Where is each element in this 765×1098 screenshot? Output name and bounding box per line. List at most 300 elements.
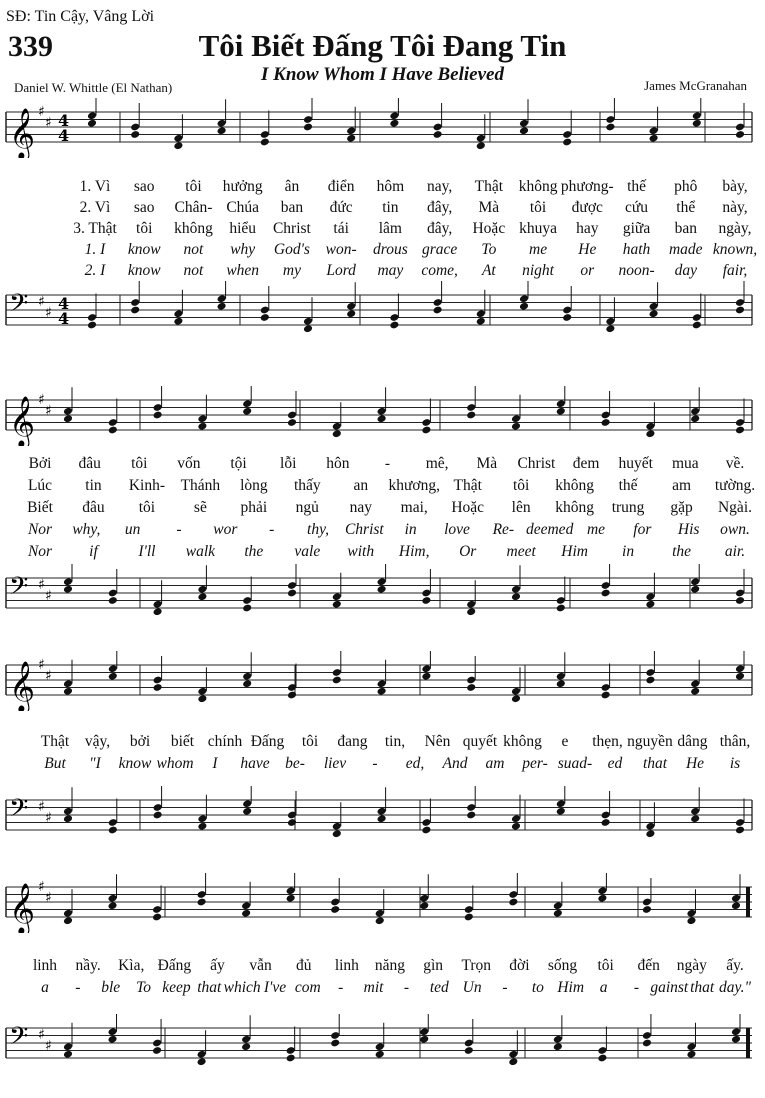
lyric-syllable: vậy,: [84, 733, 111, 750]
lyric-syllable: tôi: [131, 455, 148, 472]
lyric-line: [0, 477, 765, 499]
lyric-line: [0, 543, 765, 565]
lyric-syllable: the: [672, 543, 691, 560]
lyric-line: [0, 979, 765, 1001]
lyric-syllable: tôi: [136, 220, 153, 237]
note-head: [519, 126, 529, 135]
lyric-syllable: đời: [509, 957, 530, 974]
lyric-syllable: Nên: [424, 733, 451, 750]
lyric-syllable: He: [578, 241, 597, 258]
lyric-syllable: Chân-: [174, 199, 213, 216]
lyric-syllable: không: [174, 220, 213, 237]
lyric-syllable: tôi: [529, 199, 547, 216]
treble-clef-icon: 𝄞: [9, 108, 36, 158]
note-head: [152, 913, 162, 922]
note-head: [735, 426, 745, 435]
note-head: [108, 596, 118, 605]
lyric-syllable: Hoặc: [451, 499, 485, 516]
lyric-syllable: -: [633, 979, 640, 996]
note-head: [242, 679, 252, 688]
lyric-syllable: ed: [607, 755, 623, 772]
lyric-syllable: cứu: [625, 199, 649, 216]
note-head: [332, 676, 342, 685]
lyric-syllable: ted: [429, 979, 449, 996]
note-head: [645, 429, 655, 438]
lyric-syllable: hôm: [376, 178, 405, 195]
lyric-syllable: huyết: [618, 455, 653, 472]
lyric-syllable: tin: [85, 477, 102, 494]
sharp-icon: ♯: [45, 810, 52, 826]
lyric-syllable: ngày,: [718, 220, 752, 237]
lyric-syllable: linh: [334, 957, 359, 974]
treble-staff: [0, 386, 765, 446]
lyric-syllable: if: [89, 543, 98, 560]
note-head: [197, 898, 207, 907]
bass-staff: [0, 564, 765, 624]
lyric-line: [0, 957, 765, 979]
bass-staff: [0, 786, 765, 846]
lyric-syllable: own.: [720, 521, 750, 538]
note-head: [556, 807, 566, 816]
lyric-syllable: gặp: [670, 499, 693, 516]
note-head: [464, 913, 474, 922]
lyric-syllable: fair,: [722, 262, 748, 279]
sharp-icon: ♯: [38, 799, 45, 815]
bass-staff: [0, 281, 765, 341]
lyric-syllable: God's: [273, 241, 310, 258]
lyric-syllable: ân: [284, 178, 300, 195]
lyric-syllable: made: [668, 241, 703, 258]
hymn-subtitle: I Know Whom I Have Believed: [261, 64, 504, 85]
lyric-syllable: biết: [170, 733, 195, 750]
lyric-syllable: tội: [230, 455, 247, 472]
lyric-syllable: nguyền: [627, 733, 673, 750]
lyric-syllable: whom: [156, 755, 194, 772]
lyric-syllable: But: [44, 755, 66, 772]
lyric-syllable: điển: [327, 178, 355, 195]
lyric-syllable: đức: [329, 199, 353, 216]
bass-clef-icon: 𝄢: [9, 289, 29, 324]
lyric-syllable: Christ: [344, 521, 384, 538]
lyric-line: [0, 178, 765, 200]
note-head: [63, 585, 73, 594]
lyric-syllable: 1. Vì: [79, 178, 111, 195]
lyric-syllable: đem: [572, 455, 600, 472]
note-head: [389, 119, 399, 128]
lyric-syllable: ngủ: [295, 499, 319, 516]
lyric-syllable: To: [136, 979, 152, 996]
lyric-syllable: Christ: [272, 220, 311, 237]
lyric-syllable: Thật: [453, 477, 482, 494]
sharp-icon: ♯: [38, 392, 45, 408]
note-head: [242, 807, 252, 816]
lyric-syllable: e: [561, 733, 569, 750]
note-head: [377, 814, 387, 823]
lyric-syllable: liev: [323, 755, 347, 772]
lyric-syllable: me: [586, 521, 606, 538]
note-head: [562, 313, 572, 322]
lyric-syllable: được: [571, 199, 603, 216]
note-head: [375, 1050, 385, 1059]
lyric-syllable: known,: [712, 241, 758, 258]
note-head: [197, 422, 207, 431]
lyric-syllable: 2. Vì: [79, 199, 111, 216]
lyric-syllable: đủ: [296, 957, 312, 974]
lyric-syllable: không: [503, 733, 542, 750]
note-head: [511, 592, 521, 601]
lyric-syllable: when: [226, 262, 260, 279]
note-head: [332, 829, 342, 838]
sharp-icon: ♯: [38, 104, 45, 120]
lyric-syllable: mê,: [425, 455, 449, 472]
lyric-syllable: gainst: [650, 979, 689, 996]
lyric-syllable: I've: [263, 979, 287, 996]
note-head: [377, 585, 387, 594]
note-head: [330, 905, 340, 914]
lyric-syllable: a: [599, 979, 608, 996]
lyric-line: [0, 755, 765, 777]
note-head: [242, 604, 252, 613]
note-head: [690, 814, 700, 823]
lyricist: Daniel W. Whittle (El Nathan): [14, 80, 173, 95]
bass-clef-icon: 𝄢: [9, 572, 29, 607]
lyric-syllable: đâu: [82, 499, 105, 516]
lyric-syllable: Him: [561, 543, 588, 560]
lyric-syllable: gìn: [423, 957, 444, 974]
lyric-syllable: love: [444, 521, 470, 538]
lyric-syllable: And: [442, 755, 468, 772]
lyric-syllable: vốn: [177, 455, 201, 472]
note-head: [735, 596, 745, 605]
note-head: [217, 126, 227, 135]
note-head: [511, 694, 521, 703]
note-head: [735, 826, 745, 835]
note-head: [601, 589, 611, 598]
lyric-syllable: ấy.: [726, 957, 744, 974]
lyric-line: [0, 499, 765, 521]
lyric-line: [0, 455, 765, 477]
note-head: [649, 134, 659, 143]
note-head: [197, 694, 207, 703]
lyric-syllable: thy,: [307, 521, 329, 538]
note-head: [433, 130, 443, 139]
note-head: [346, 134, 356, 143]
lyric-syllable: vẫn: [249, 957, 272, 974]
note-head: [466, 411, 476, 420]
lyric-line: [0, 521, 765, 543]
lyric-syllable: lên: [511, 499, 531, 516]
note-head: [690, 585, 700, 594]
lyric-syllable: un: [124, 521, 141, 538]
bass-clef-icon: 𝄢: [9, 794, 29, 829]
lyric-syllable: that: [197, 979, 222, 996]
lyric-syllable: deemed: [525, 521, 574, 538]
note-head: [419, 1035, 429, 1044]
note-head: [645, 676, 655, 685]
lyric-syllable: khương,: [388, 477, 440, 494]
lyric-syllable: I: [212, 755, 218, 772]
lyric-syllable: không: [555, 477, 594, 494]
lyric-syllable: my: [282, 262, 301, 279]
note-head: [332, 429, 342, 438]
sharp-icon: ♯: [45, 890, 52, 906]
lyric-syllable: thể: [676, 199, 696, 216]
lyric-syllable: Lúc: [27, 477, 53, 494]
note-head: [649, 309, 659, 318]
lyric-syllable: tôi: [185, 178, 202, 195]
note-head: [241, 909, 251, 918]
lyric-syllable: Thánh: [180, 477, 221, 494]
note-head: [63, 414, 73, 423]
lyric-syllable: know: [118, 755, 152, 772]
sharp-icon: ♯: [45, 115, 52, 131]
lyric-syllable: Lord: [326, 262, 356, 279]
lyric-syllable: mua: [672, 455, 699, 472]
note-head: [153, 607, 163, 616]
lyric-syllable: Nor: [27, 543, 53, 560]
note-head: [553, 909, 563, 918]
lyric-syllable: bày,: [722, 178, 748, 195]
note-head: [466, 811, 476, 820]
lyric-syllable: 3. Thật: [73, 220, 117, 237]
note-head: [556, 604, 566, 613]
lyric-syllable: trung: [611, 499, 645, 516]
note-head: [63, 814, 73, 823]
lyric-syllable: -: [338, 979, 344, 996]
lyric-syllable: mai,: [400, 499, 428, 516]
note-head: [690, 414, 700, 423]
lyric-syllable: walk: [185, 543, 216, 560]
lyric-syllable: keep: [162, 979, 191, 996]
note-head: [605, 123, 615, 132]
lyric-syllable: khuya: [519, 220, 558, 237]
lyric-syllable: may: [377, 262, 404, 279]
lyric-syllable: ed,: [405, 755, 425, 772]
note-head: [197, 592, 207, 601]
sharp-icon: ♯: [45, 403, 52, 419]
note-head: [287, 818, 297, 827]
note-head: [286, 894, 296, 903]
note-head: [421, 826, 431, 835]
note-head: [519, 302, 529, 311]
note-head: [197, 1057, 207, 1066]
note-head: [153, 811, 163, 820]
lyric-syllable: am: [485, 755, 505, 772]
note-head: [642, 1039, 652, 1048]
lyric-syllable: đến: [637, 957, 660, 974]
lyric-syllable: me: [529, 241, 548, 258]
lyric-syllable: tôi: [301, 733, 319, 750]
lyric-syllable: thấy: [293, 477, 321, 494]
lyric-syllable: hưởng: [222, 178, 263, 195]
note-head: [562, 138, 572, 147]
lyric-syllable: why: [230, 241, 256, 258]
treble-staff: [0, 873, 765, 933]
lyric-syllable: đây,: [426, 220, 453, 237]
lyric-syllable: Mà: [478, 199, 500, 216]
lyric-line: [0, 733, 765, 755]
lyric-syllable: năng: [374, 957, 406, 974]
sharp-icon: ♯: [38, 1027, 45, 1043]
lyric-syllable: đâu: [78, 455, 101, 472]
note-head: [556, 407, 566, 416]
note-head: [601, 418, 611, 427]
note-head: [466, 607, 476, 616]
note-head: [601, 818, 611, 827]
treble-clef-icon: 𝄞: [9, 883, 36, 933]
lyric-syllable: sẽ: [193, 499, 207, 516]
lyric-line: [0, 220, 765, 242]
lyric-syllable: drous: [373, 241, 408, 258]
lyric-syllable: in: [404, 521, 417, 538]
lyric-syllable: phương-: [560, 178, 614, 195]
lyric-syllable: to: [531, 979, 544, 996]
lyric-syllable: -: [502, 979, 508, 996]
note-head: [217, 302, 227, 311]
lyric-syllable: -: [176, 521, 182, 538]
lyric-syllable: Mà: [476, 455, 498, 472]
bass-staff: [0, 1014, 765, 1074]
lyric-syllable: know: [127, 262, 161, 279]
note-head: [241, 1042, 251, 1051]
sharp-icon: ♯: [45, 588, 52, 604]
lyric-syllable: thẹn,: [592, 733, 623, 750]
lyric-syllable: Biết: [27, 499, 53, 516]
note-head: [108, 426, 118, 435]
lyric-syllable: Kinh-: [128, 477, 166, 494]
lyric-syllable: -: [75, 979, 81, 996]
lyric-syllable: ban: [674, 220, 697, 237]
lyric-syllable: He: [685, 755, 705, 772]
time-signature: 4: [58, 111, 70, 130]
lyric-syllable: wor: [213, 521, 238, 538]
lyric-syllable: Christ: [517, 455, 556, 472]
lyric-syllable: hiểu: [229, 220, 257, 237]
lyric-syllable: tin: [382, 199, 399, 216]
lyric-syllable: a: [41, 979, 49, 996]
lyric-syllable: dâng: [677, 733, 708, 750]
lyric-syllable: chính: [207, 733, 243, 750]
note-head: [735, 672, 745, 681]
lyric-syllable: đang: [337, 733, 368, 750]
treble-staff: [0, 98, 765, 158]
note-head: [87, 119, 97, 128]
lyric-line: [0, 199, 765, 221]
lyric-syllable: ấy: [210, 957, 225, 974]
note-head: [303, 324, 313, 333]
lyric-syllable: Thật: [474, 178, 504, 195]
lyric-syllable: not: [183, 262, 204, 279]
lyric-syllable: I'll: [138, 543, 156, 560]
lyric-syllable: Kìa,: [118, 957, 145, 974]
lyric-syllable: come,: [421, 262, 458, 279]
note-head: [389, 321, 399, 330]
lyric-syllable: for: [633, 521, 652, 538]
note-head: [421, 672, 431, 681]
lyric-syllable: meet: [506, 543, 536, 560]
lyric-syllable: ble: [101, 979, 121, 996]
note-head: [108, 826, 118, 835]
note-head: [419, 901, 429, 910]
lyric-syllable: sống: [547, 957, 578, 974]
lyric-syllable: won-: [325, 241, 357, 258]
lyric-syllable: not: [183, 241, 204, 258]
sharp-icon: ♯: [45, 305, 52, 321]
note-head: [303, 123, 313, 132]
note-head: [130, 306, 140, 315]
note-head: [197, 822, 207, 831]
note-head: [346, 309, 356, 318]
lyric-syllable: lâm: [378, 220, 402, 237]
lyric-syllable: or: [580, 262, 595, 279]
lyric-syllable: về.: [725, 455, 745, 472]
bass-clef-icon: 𝄢: [9, 1022, 29, 1057]
note-head: [107, 1035, 117, 1044]
lyric-syllable: Or: [459, 543, 477, 560]
hymn-title: Tôi Biết Đấng Tôi Đang Tin: [198, 28, 567, 63]
treble-clef-icon: 𝄞: [9, 661, 36, 711]
lyric-syllable: hay: [576, 220, 599, 237]
lyric-syllable: day.": [719, 979, 751, 996]
note-head: [464, 1046, 474, 1055]
note-head: [375, 916, 385, 925]
lyric-syllable: nay,: [426, 178, 453, 195]
time-signature: 4: [58, 126, 70, 145]
lyric-syllable: with: [347, 543, 375, 560]
lyric-syllable: Chúa: [226, 199, 260, 216]
lyric-syllable: 2. I: [84, 262, 106, 279]
lyric-syllable: day: [674, 262, 697, 279]
lyric-syllable: quyết: [462, 733, 498, 750]
lyric-syllable: -: [372, 755, 378, 772]
note-head: [377, 687, 387, 696]
lyric-syllable: thân,: [719, 733, 751, 750]
note-head: [601, 691, 611, 700]
lyric-line: [0, 262, 765, 284]
note-head: [476, 141, 486, 150]
lyric-syllable: -: [269, 521, 275, 538]
note-head: [476, 317, 486, 326]
lyric-syllable: be-: [285, 755, 305, 772]
note-head: [153, 683, 163, 692]
sharp-icon: ♯: [38, 657, 45, 673]
note-head: [645, 829, 655, 838]
note-head: [692, 321, 702, 330]
note-head: [173, 317, 183, 326]
note-head: [731, 1035, 741, 1044]
lyric-syllable: that: [690, 979, 715, 996]
composer: James McGranahan: [644, 78, 747, 93]
note-head: [605, 324, 615, 333]
note-head: [686, 1050, 696, 1059]
note-head: [286, 1054, 296, 1063]
lyric-syllable: Ngài.: [717, 499, 753, 516]
lyric-syllable: am: [672, 477, 691, 494]
lyric-syllable: night: [522, 262, 554, 279]
lyric-syllable: Đấng: [250, 733, 285, 750]
note-head: [287, 589, 297, 598]
note-head: [511, 422, 521, 431]
note-head: [433, 306, 443, 315]
note-head: [260, 313, 270, 322]
note-head: [692, 119, 702, 128]
time-signature: 4: [58, 294, 70, 313]
sharp-icon: ♯: [45, 1038, 52, 1054]
note-head: [686, 916, 696, 925]
note-head: [642, 905, 652, 914]
lyric-syllable: Nor: [27, 521, 53, 538]
lyric-syllable: bởi: [129, 733, 151, 750]
